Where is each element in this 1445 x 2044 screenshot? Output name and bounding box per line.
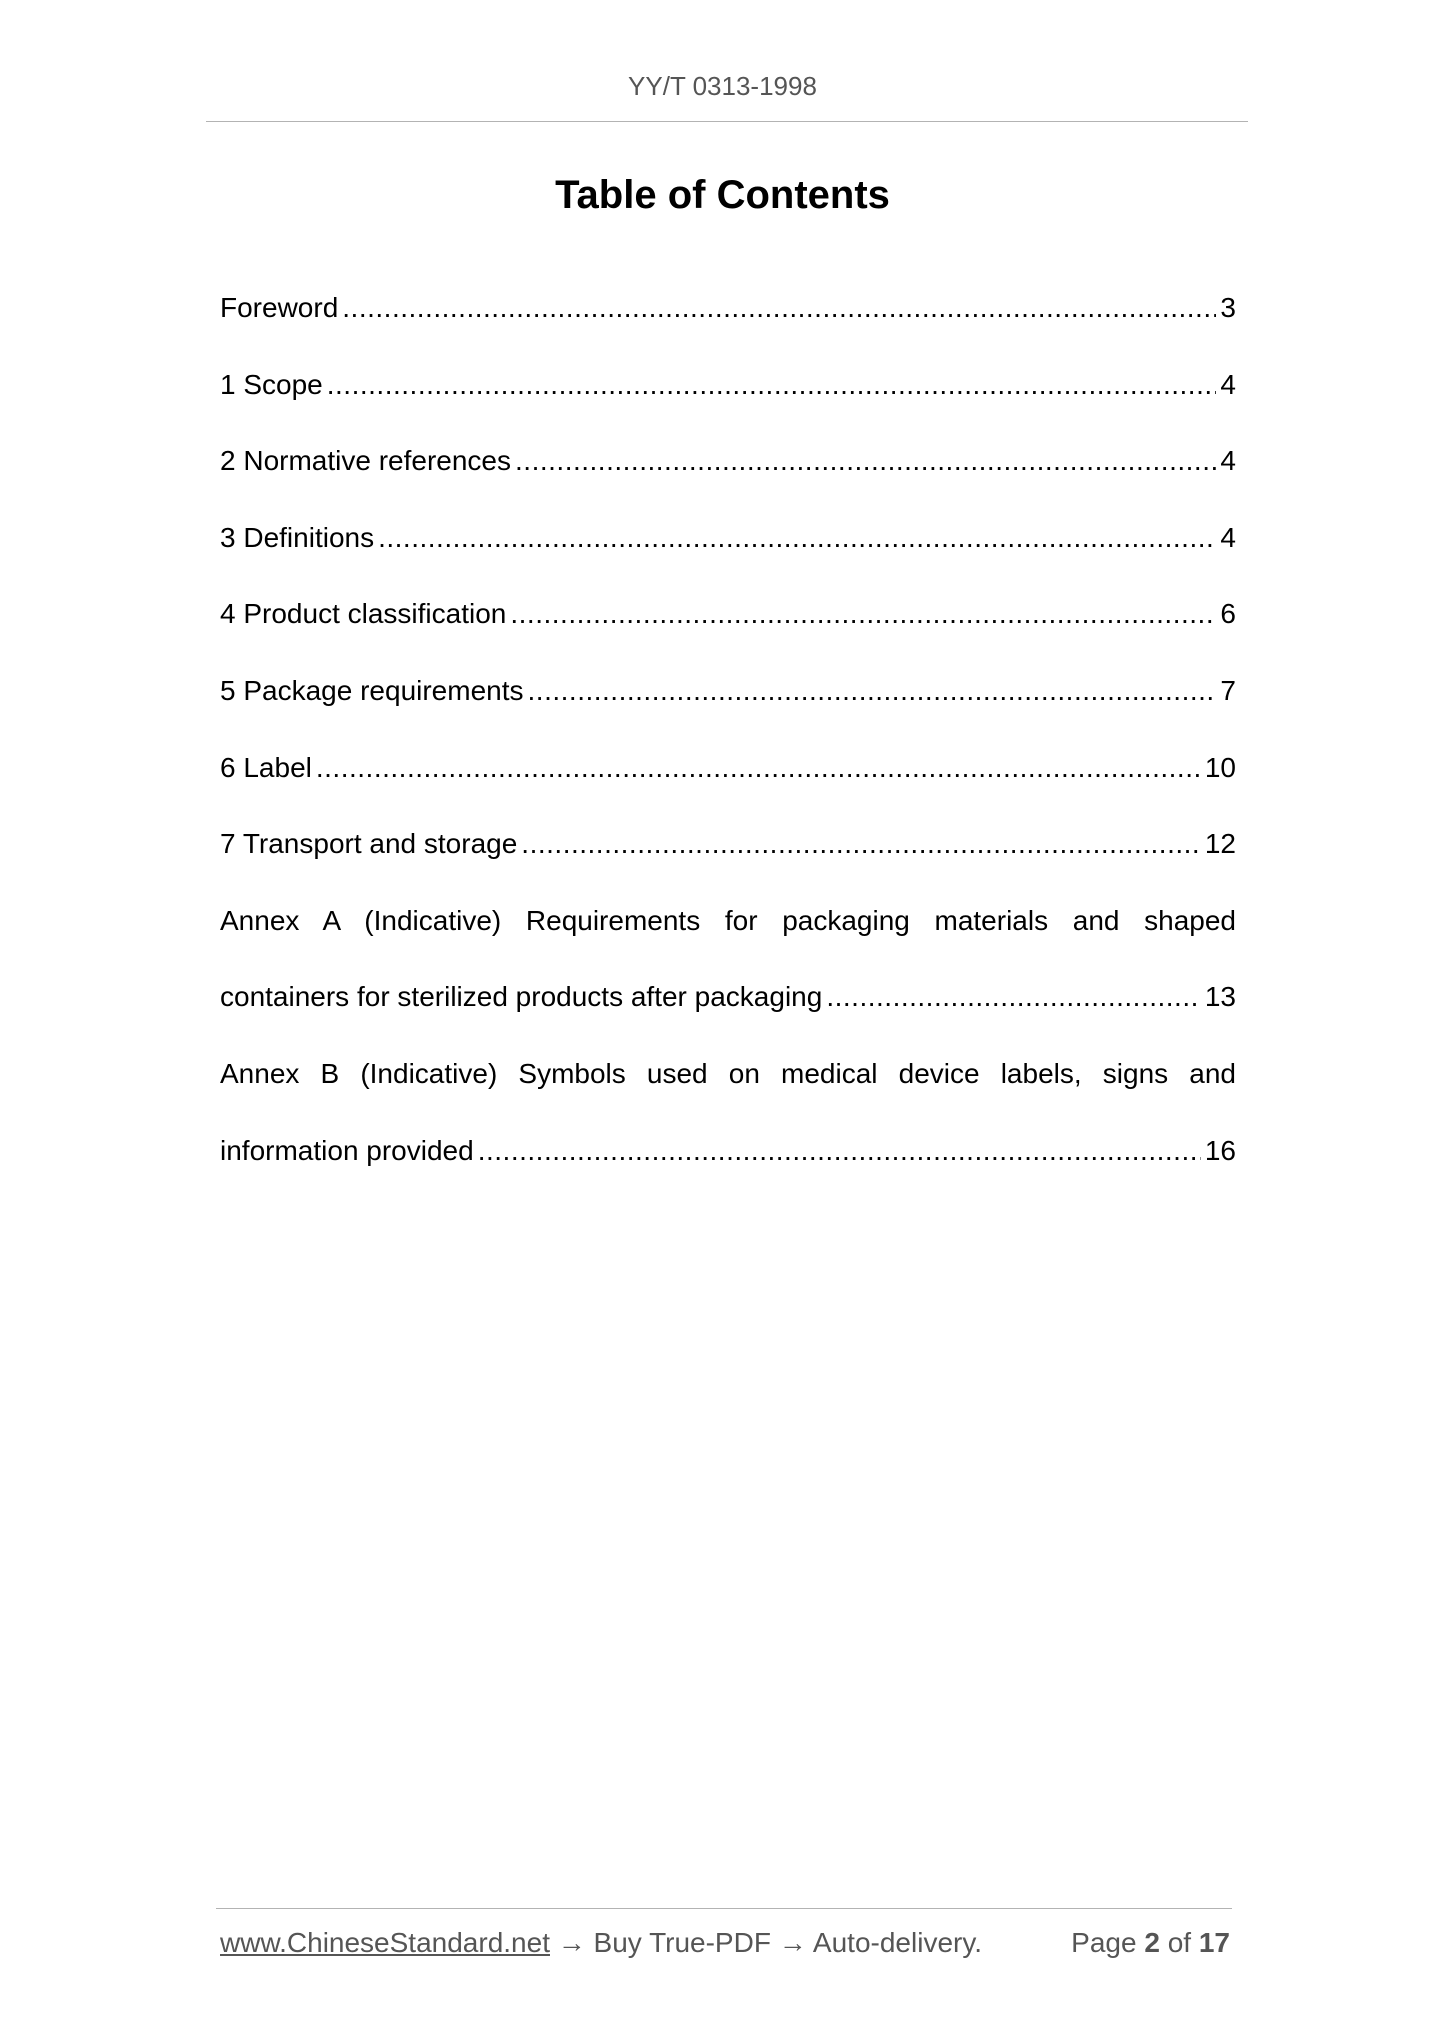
header-divider [206, 121, 1248, 122]
toc-page-number: 13 [1204, 981, 1236, 1013]
toc-entry-definitions[interactable] [220, 516, 1236, 593]
footer-divider [216, 1908, 1232, 1909]
toc-entry-label-section[interactable] [220, 746, 1236, 823]
page-label: Page [1071, 1927, 1137, 1958]
toc-entry-label: Foreword [220, 292, 339, 323]
toc-page-number: 4 [1220, 521, 1236, 553]
toc-page-number: 16 [1204, 1134, 1236, 1166]
toc-entry-label: containers for sterilized products after packaging [220, 981, 823, 1013]
toc-entry-annex-b[interactable] [220, 1129, 1236, 1206]
toc-page-number: 6 [1220, 598, 1236, 630]
toc-entry-transport-storage[interactable] [220, 822, 1236, 899]
page-footer [220, 1925, 1230, 1961]
toc-entry-label: 3 Definitions [220, 521, 375, 553]
toc-entry-annex-a[interactable] [220, 975, 1236, 1052]
toc-page-number: 4 [1220, 445, 1236, 477]
toc-entry-normative-references[interactable] [220, 439, 1236, 516]
toc-entry-scope[interactable] [220, 363, 1236, 440]
page-indicator [1071, 1925, 1230, 1961]
toc-entry-package-requirements[interactable] [220, 669, 1236, 746]
dot-leader [521, 822, 1201, 866]
table-of-contents [220, 286, 1236, 1205]
website-link[interactable]: www.ChineseStandard.net [220, 1927, 550, 1958]
toc-entry-foreword[interactable] [220, 286, 1236, 363]
toc-page-number: 12 [1204, 828, 1236, 860]
dot-leader [316, 746, 1201, 790]
current-page-number: 2 [1144, 1927, 1160, 1958]
total-pages-number: 17 [1198, 1927, 1230, 1958]
dot-leader [342, 286, 1216, 330]
toc-entry-label: information provided [220, 1134, 474, 1166]
toc-entry-product-classification[interactable] [220, 592, 1236, 669]
toc-entry-annex-a-line1[interactable]: Annex A (Indicative) Requirements for packaging materials and shaped [220, 904, 1236, 936]
page-title: Table of Contents [555, 173, 890, 217]
dot-leader [826, 975, 1201, 1019]
dot-leader [510, 592, 1216, 636]
dot-leader [327, 363, 1217, 407]
toc-page-number: 10 [1204, 751, 1236, 783]
toc-entry-label: 6 Label [220, 751, 312, 783]
dot-leader [378, 516, 1216, 560]
page-of-label: of [1167, 1927, 1192, 1958]
dot-leader [515, 439, 1216, 483]
toc-page-number: 7 [1220, 674, 1236, 706]
toc-entry-label: 4 Product classification [220, 598, 507, 630]
footer-promo [220, 1925, 982, 1961]
toc-entry-annex-b-line1[interactable]: Annex B (Indicative) Symbols used on medical device labels, signs and [220, 1057, 1236, 1089]
dot-leader [528, 669, 1217, 713]
dot-leader [478, 1129, 1201, 1173]
toc-entry-label: 1 Scope [220, 368, 323, 400]
document-header: YY/T 0313-1998 [628, 71, 817, 101]
toc-entry-label: 5 Package requirements [220, 674, 524, 706]
toc-entry-label: 2 Normative references [220, 445, 512, 477]
footer-promo-text: → Buy True-PDF → Auto-delivery. [549, 1927, 983, 1958]
toc-entry-label: 7 Transport and storage [220, 828, 518, 860]
toc-page-number: 3 [1220, 292, 1236, 323]
toc-page-number: 4 [1220, 368, 1236, 400]
